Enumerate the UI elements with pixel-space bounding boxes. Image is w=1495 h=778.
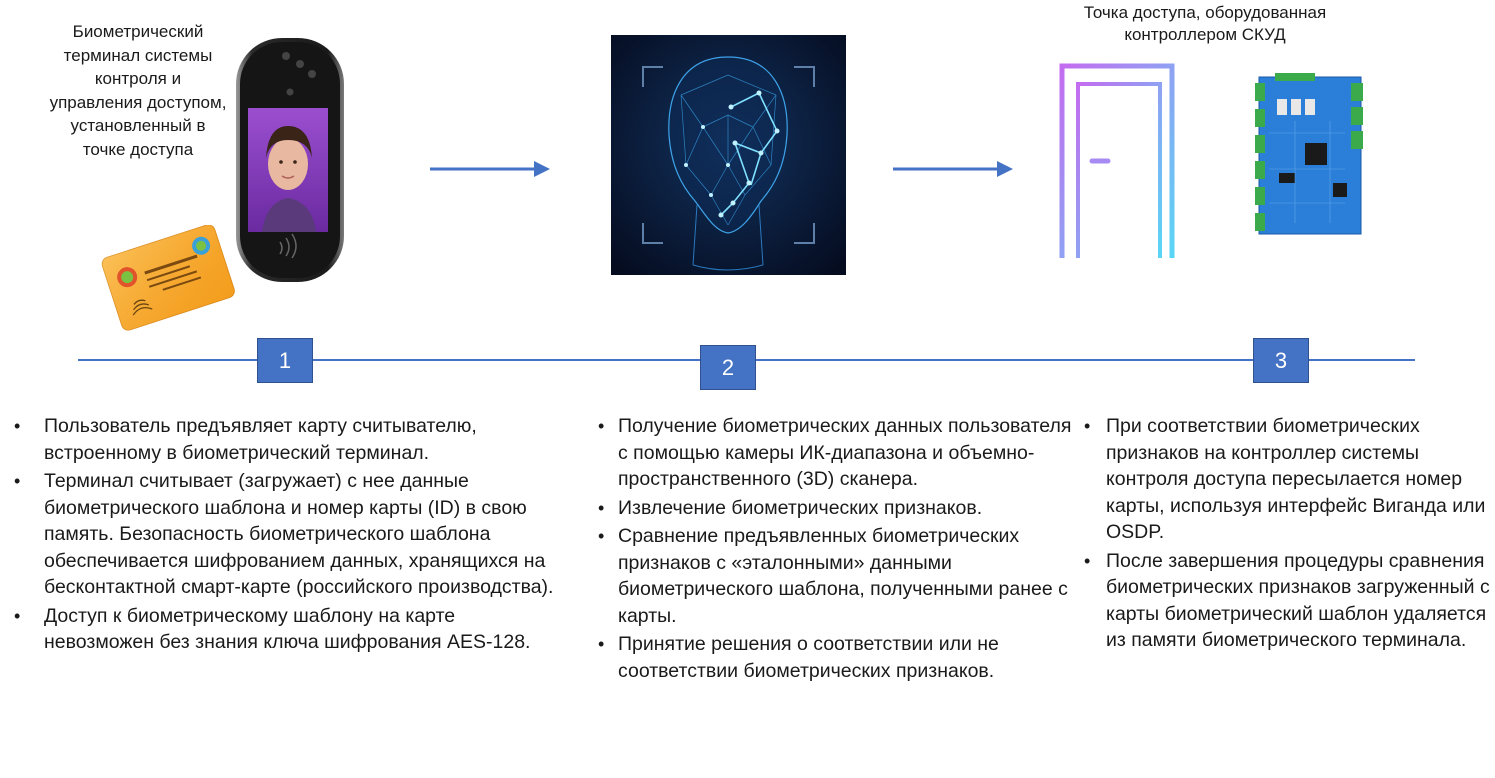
terminal-caption: Биометрический терминал системы контроля и управления доступом, установленный в точке доступа	[49, 22, 227, 159]
list-item: • Сравнение предъявленных биометрических признаков с «эталонными» данными биометрического шаблона, полученными ранее с карты.	[592, 523, 1072, 629]
step1-description-list	[8, 413, 568, 658]
step-marker-3: 3	[1253, 338, 1309, 383]
terminal-device-image	[234, 36, 346, 284]
arrow-right-icon	[430, 157, 552, 181]
list-item: • Принятие решения о соответствии или не соответствии биометрических признаков.	[592, 631, 1072, 684]
access-point-caption: Точка доступа, оборудованная контроллером СКУД	[1083, 3, 1327, 44]
list-item: • Извлечение биометрических признаков.	[592, 495, 1072, 522]
list-item: • При соответствии биометрических признаков на контроллер системы контроля доступа пересылается номер карты, используя интерфейс Виганда или OSDP.	[1078, 413, 1495, 546]
step2-description-list	[592, 413, 1072, 686]
face-scan-image	[611, 35, 846, 275]
list-item: • Терминал считывает (загружает) с нее данные биометрического шаблона и номер карты (ID) в свою память. Безопасность биометрического шаблона обеспечивается шифрованием данных, хранящихся на бесконтактной смарт-карте (российского производства).	[8, 468, 568, 601]
list-item: • Получение биометрических данных пользователя с помощью камеры ИК-диапазона и объемно-пространственного (3D) сканера.	[592, 413, 1072, 493]
door-icon	[1058, 62, 1178, 262]
arrow-right-icon	[893, 157, 1015, 181]
step3-description-list	[1078, 413, 1495, 656]
list-item: • Доступ к биометрическому шаблону на карте невозможен без знания ключа шифрования AES-128.	[8, 603, 568, 656]
list-item: • Пользователь предъявляет карту считывателю, встроенному в биометрический терминал.	[8, 413, 568, 466]
step-marker-2: 2	[700, 345, 756, 390]
step-marker-1: 1	[257, 338, 313, 383]
list-item: • После завершения процедуры сравнения биометрических признаков загруженный с карты биометрический шаблон удаляется из памяти биометрического терминала.	[1078, 548, 1495, 654]
smart-card-image	[100, 225, 235, 335]
controller-board-image	[1255, 73, 1365, 238]
